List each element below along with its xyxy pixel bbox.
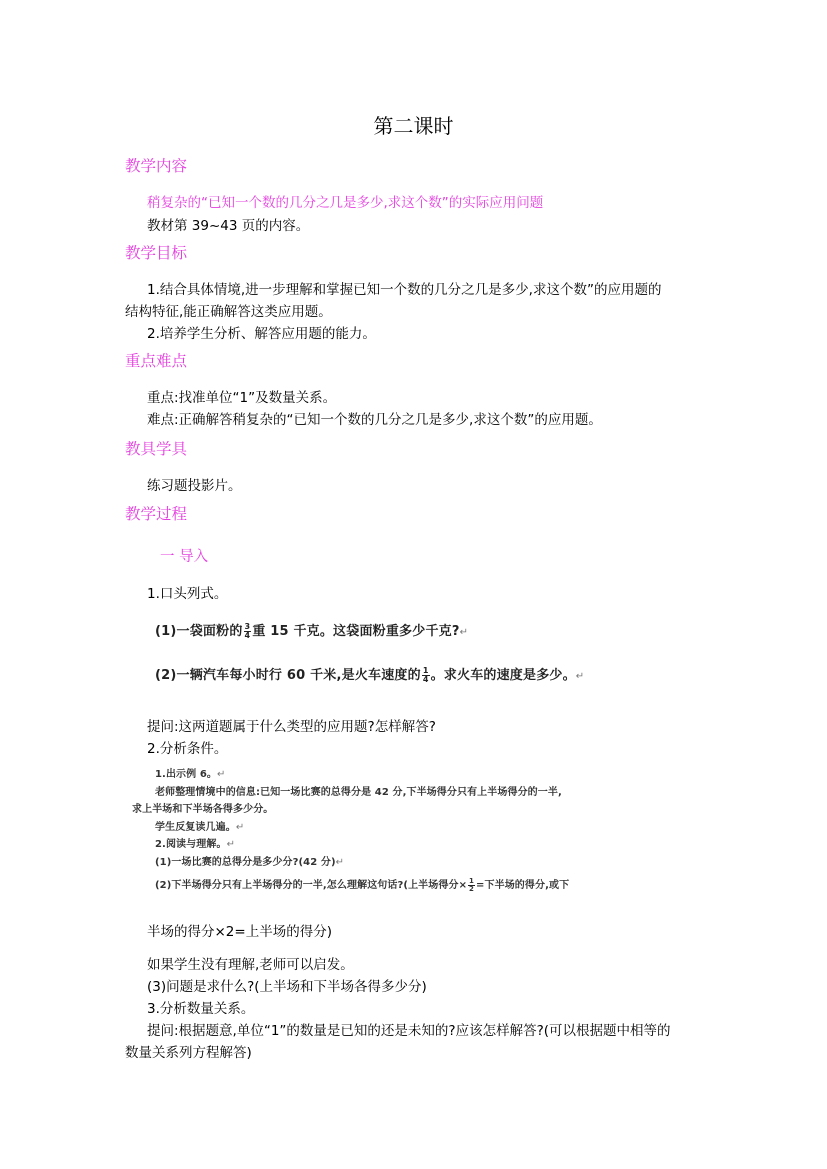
paragraph-mark-icon: ↵	[575, 671, 585, 682]
example-info-2: 求上半场和下半场各得多少分。	[132, 804, 274, 815]
heading-teaching-content: 教学内容	[125, 157, 188, 175]
example-step-2: 2.阅读与理解。↵	[155, 839, 236, 850]
example-read: 学生反复读几遍。↵	[155, 822, 245, 833]
goals-line-1b: 结构特征,能正确解答这类应用题。	[125, 304, 332, 320]
heading-teaching-goals: 教学目标	[125, 244, 188, 262]
question-2: (2)一辆汽车每小时行 60 千米,是火车速度的 $\frac{1}{4}$ 。求火车的速度是多少。↵	[155, 666, 585, 684]
paragraph-mark-icon: ↵	[226, 839, 236, 850]
goals-line-1: 1.结合具体情境,进一步理解和掌握已知一个数的几分之几是多少,求这个数”的应用题的	[147, 282, 662, 298]
example-q2: (2)下半场得分只有上半场得分的一半,怎么理解这句话?(上半场得分× $\frac{1}{2}$ =下半场的得分,或下	[155, 876, 570, 893]
ask-unit-one: 提问:根据题意,单位“1”的数量是已知的还是未知的?应该怎样解答?(可以根据题中相等的	[147, 1023, 671, 1039]
hint-line: 如果学生没有理解,老师可以启发。	[147, 957, 354, 973]
fraction-one-half: $\frac{1}{2}$	[469, 876, 475, 893]
paragraph-mark-icon: ↵	[459, 627, 469, 638]
oral-list: 1.口头列式。	[147, 586, 228, 602]
paragraph-mark-icon: ↵	[235, 822, 245, 833]
goals-line-2: 2.培养学生分析、解答应用题的能力。	[147, 326, 376, 342]
example-title: 1.出示例 6。↵	[155, 769, 226, 780]
fraction-one-quarter: $\frac{1}{4}$	[422, 666, 429, 684]
key-line-2: 难点:正确解答稍复杂的“已知一个数的几分之几是多少,求这个数”的应用题。	[147, 412, 602, 428]
fraction-three-quarters: $\frac{3}{4}$	[244, 622, 251, 640]
heading-teaching-tools: 教具学具	[125, 440, 188, 458]
question-1: (1)一袋面粉的 $\frac{3}{4}$ 重 15 千克。这袋面粉重多少千克?↵	[155, 622, 469, 640]
example-info-1: 老师整理情境中的信息:已知一场比赛的总得分是 42 分,下半场得分只有上半场得分的一半,	[155, 787, 562, 798]
ask-question-type: 提问:这两道题属于什么类型的应用题?怎样解答?	[147, 719, 436, 735]
example-q1: (1)一场比赛的总得分是多少分?(42 分)↵	[155, 857, 345, 868]
page-title: 第二课时	[373, 114, 454, 138]
heading-teaching-process: 教学过程	[125, 505, 188, 523]
continuation-line: 半场的得分×2=上半场的得分)	[147, 924, 332, 940]
key-line-1: 重点:找准单位“1”及数量关系。	[147, 390, 337, 406]
subheading-intro: 一 导入	[160, 549, 209, 565]
paragraph-mark-icon: ↵	[217, 769, 226, 780]
analyze-conditions: 2.分析条件。	[147, 741, 228, 757]
question-3: (3)问题是求什么?(上半场和下半场各得多少分)	[147, 979, 427, 995]
paragraph-mark-icon: ↵	[335, 857, 345, 868]
tools-line-1: 练习题投影片。	[147, 478, 242, 494]
ask-unit-one-cont: 数量关系列方程解答)	[125, 1045, 252, 1061]
content-line-2: 教材第 39~43 页的内容。	[147, 218, 310, 234]
content-line-1: 稍复杂的“已知一个数的几分之几是多少,求这个数”的实际应用问题	[147, 195, 544, 211]
analyze-relation: 3.分析数量关系。	[147, 1001, 255, 1017]
heading-key-points: 重点难点	[125, 352, 188, 370]
